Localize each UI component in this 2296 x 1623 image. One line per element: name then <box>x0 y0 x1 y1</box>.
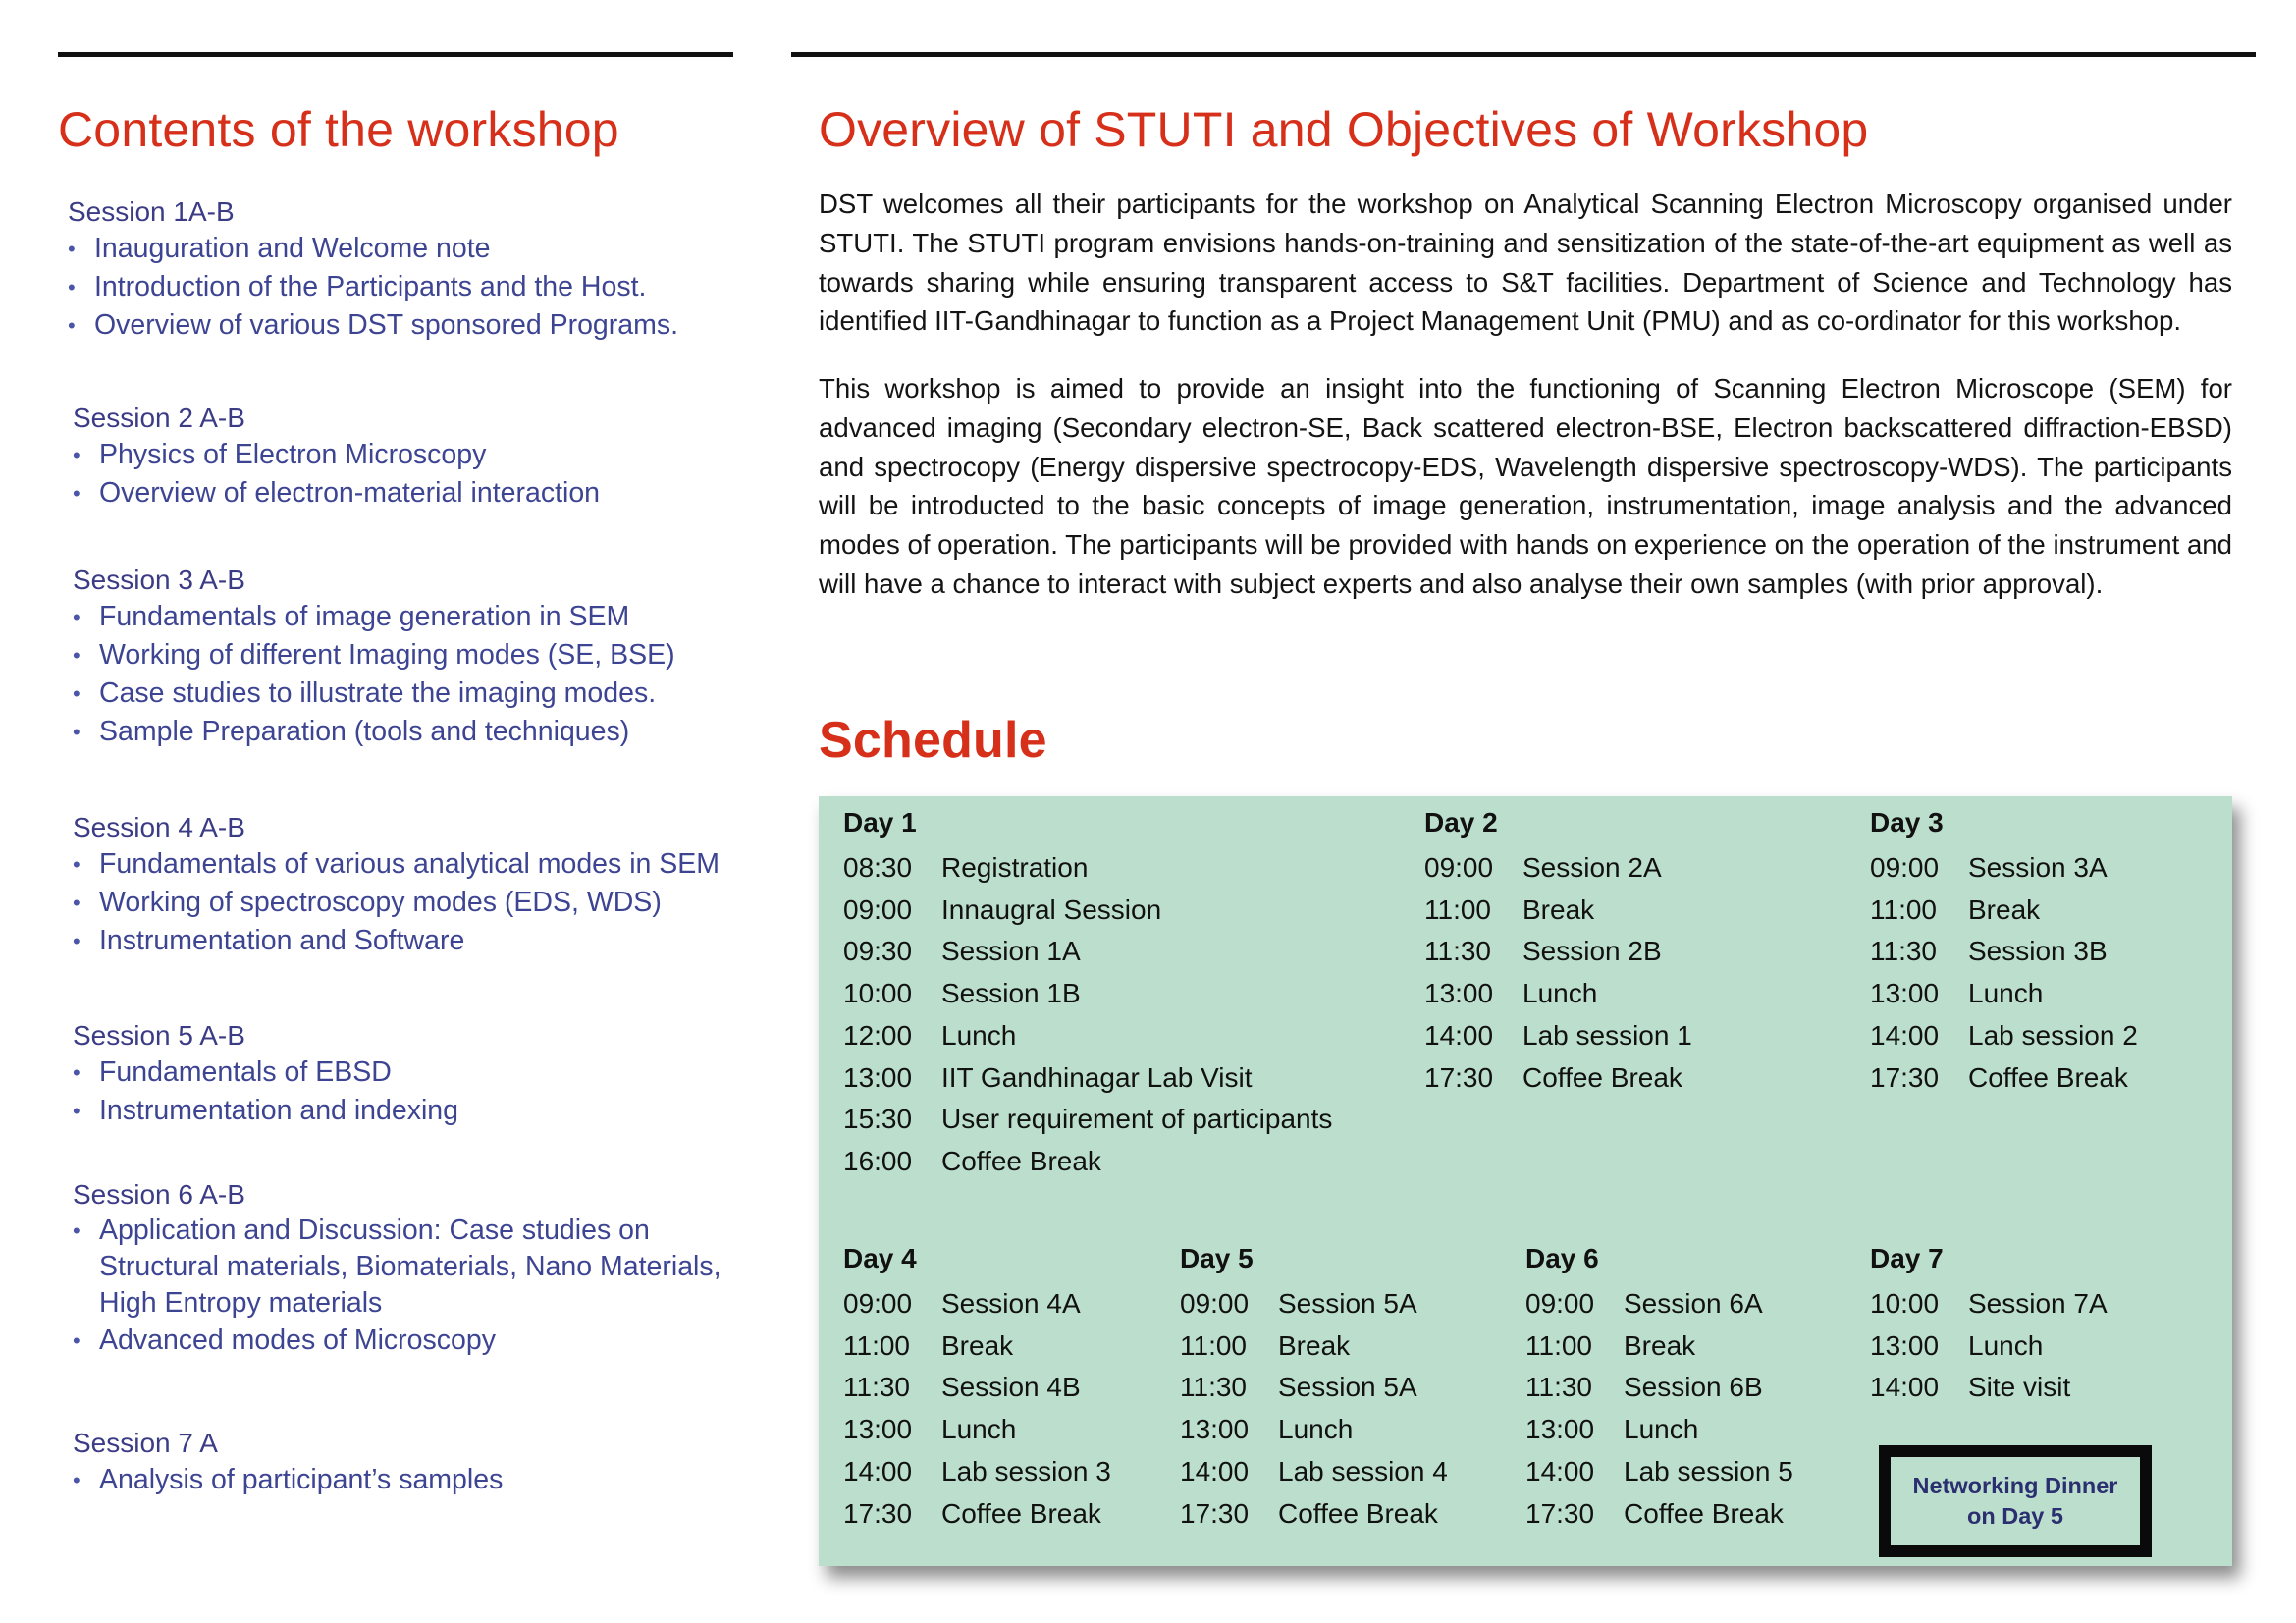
session-item: • Instrumentation and Software <box>73 922 720 960</box>
schedule-activity: Lab session 5 <box>1624 1455 1793 1487</box>
session-block <box>73 1426 503 1499</box>
schedule-row <box>1424 1057 1692 1100</box>
schedule-row <box>1180 1451 1448 1493</box>
schedule-time: 11:00 <box>843 1329 910 1361</box>
schedule-time: 14:00 <box>1424 1019 1494 1051</box>
schedule-activity: Lab session 1 <box>1522 1019 1692 1051</box>
session-block <box>73 401 600 513</box>
schedule-time: 13:00 <box>1180 1414 1250 1445</box>
dinner-note-line: Networking Dinner <box>1912 1473 2118 1498</box>
schedule-row <box>1870 1367 2108 1409</box>
schedule-time: 14:00 <box>1525 1455 1595 1487</box>
session-title: Session 5 A-B <box>73 1020 245 1051</box>
schedule-time: 14:00 <box>1180 1455 1250 1487</box>
schedule-time: 12:00 <box>843 1019 913 1051</box>
session-item-list <box>73 1213 721 1360</box>
session-block <box>73 1018 458 1130</box>
session-item-line: Structural materials, Biomaterials, Nano Materials, <box>99 1251 721 1282</box>
session-item: • Sample Preparation (tools and techniques) <box>73 713 675 751</box>
day-title: Day 5 <box>1180 1243 1254 1273</box>
schedule-activity: Lab session 3 <box>941 1455 1111 1487</box>
schedule-time: 14:00 <box>1870 1019 1940 1051</box>
schedule-row <box>843 1493 1111 1536</box>
day-title: Day 4 <box>843 1243 917 1273</box>
schedule-activity: Session 6B <box>1624 1372 1763 1403</box>
schedule-activity: Break <box>1624 1329 1696 1361</box>
schedule-time: 17:30 <box>1525 1497 1595 1529</box>
right-top-rule <box>791 52 2256 57</box>
schedule-time: 13:00 <box>1870 1329 1940 1361</box>
schedule-activity: Lunch <box>1968 978 2044 1009</box>
schedule-activity: Session 1A <box>941 936 1081 967</box>
schedule-activity: Lunch <box>1968 1329 2044 1361</box>
schedule-time: 09:00 <box>1870 852 1940 883</box>
schedule-time: 17:30 <box>843 1497 913 1529</box>
session-item-line: • Application and Discussion: Case studies on <box>99 1215 650 1246</box>
schedule-time: 17:30 <box>1424 1061 1494 1093</box>
schedule-row <box>843 931 1332 973</box>
session-item-list <box>68 230 678 345</box>
day-title: Day 6 <box>1525 1243 1599 1273</box>
session-title: Session 2 A-B <box>73 403 245 433</box>
schedule-time: 09:00 <box>1424 852 1494 883</box>
schedule-activity: Coffee Break <box>1278 1497 1438 1529</box>
schedule-time: 11:30 <box>1870 936 1937 967</box>
schedule-row <box>1870 1015 2138 1057</box>
schedule-activity: Session 2A <box>1522 852 1662 883</box>
schedule-activity: Break <box>1522 893 1595 925</box>
schedule-activity: Registration <box>941 852 1089 883</box>
session-item: • Fundamentals of image generation in SEM <box>73 598 675 636</box>
schedule-time: 09:00 <box>1525 1288 1595 1319</box>
schedule-time: 10:00 <box>843 978 913 1009</box>
schedule-row <box>1870 890 2138 932</box>
schedule-heading: Schedule <box>819 712 1047 769</box>
schedule-time: 16:00 <box>843 1145 913 1176</box>
schedule-activity: Lab session 2 <box>1968 1019 2138 1051</box>
schedule-activity: IIT Gandhinagar Lab Visit <box>941 1061 1253 1093</box>
schedule-row <box>1525 1493 1793 1536</box>
objectives-paragraph: This workshop is aimed to provide an insight into the functioning of Scanning Electron Microscope (SEM) for advanced imaging (Secondary electron-SE, Back scattered electron-BSE, Electron backscattered diffraction-EBSD) and spectrocopy (Energy dispersive spectrocopy-EDS, Wavelength dispersive spectroscopy-WDS). The participants will be introducted to the basic concepts of image generation, instrumentation, image analysis and the advanced modes of operation. The participants will be provided with hands on experience on the operation of the instrument and will have a chance to interact with subject experts and also analyse their own samples (with prior approval). <box>819 373 2232 599</box>
session-item: • Overview of various DST sponsored Programs. <box>68 306 678 345</box>
schedule-row <box>1424 931 1692 973</box>
schedule-row <box>1870 973 2138 1015</box>
schedule-row <box>843 1099 1332 1141</box>
schedule-time: 17:30 <box>1180 1497 1250 1529</box>
session-item <box>73 1213 721 1322</box>
session-item: • Overview of electron-material interaction <box>73 474 600 513</box>
day-block <box>1870 1239 2108 1409</box>
schedule-time: 11:30 <box>1525 1372 1592 1403</box>
day-block <box>1424 803 1692 1099</box>
session-item: • Analysis of participant’s samples <box>73 1461 503 1499</box>
overview-paragraph: DST welcomes all their participants for the workshop on Analytical Scanning Electron Microscopy organised under STUTI. The STUTI program envisions hands-on-training and sensitization of the state-of-the-art equipment as well as towards sharing while ensuring transparent access to S&T facilities. Department of Science and Technology has identified IIT-Gandhinagar to function as a Project Management Unit (PMU) and as co-ordinator for this workshop. <box>819 189 2232 337</box>
schedule-activity: Coffee Break <box>1968 1061 2128 1093</box>
schedule-time: 11:00 <box>1424 893 1491 925</box>
schedule-row <box>843 1015 1332 1057</box>
session-item-list <box>73 436 600 513</box>
schedule-time: 11:30 <box>1180 1372 1247 1403</box>
schedule-row <box>1180 1325 1448 1368</box>
schedule-time: 13:00 <box>843 1061 913 1093</box>
schedule-panel <box>819 796 2232 1566</box>
schedule-row <box>843 1283 1111 1325</box>
schedule-activity: Session 6A <box>1624 1288 1763 1319</box>
schedule-time: 09:00 <box>843 1288 913 1319</box>
schedule-time: 13:00 <box>1870 978 1940 1009</box>
schedule-activity: Session 7A <box>1968 1288 2108 1319</box>
schedule-activity: Coffee Break <box>941 1145 1101 1176</box>
session-item-line: High Entropy materials <box>99 1287 383 1319</box>
schedule-row <box>843 1141 1332 1183</box>
schedule-time: 13:00 <box>1525 1414 1595 1445</box>
day-block <box>1870 803 2138 1099</box>
day-title: Day 7 <box>1870 1243 1944 1273</box>
schedule-row <box>843 1409 1111 1451</box>
schedule-row <box>843 890 1332 932</box>
schedule-row <box>843 1451 1111 1493</box>
session-item-list <box>73 598 675 751</box>
session-title: Session 4 A-B <box>73 812 245 842</box>
schedule-row <box>1424 890 1692 932</box>
schedule-row <box>1525 1451 1793 1493</box>
schedule-activity: Coffee Break <box>941 1497 1101 1529</box>
schedule-activity: Break <box>941 1329 1014 1361</box>
schedule-activity: Session 2B <box>1522 936 1662 967</box>
session-item: • Inauguration and Welcome note <box>68 230 678 268</box>
day-block <box>843 1239 1111 1535</box>
session-item: • Introduction of the Participants and the Host. <box>68 268 678 306</box>
schedule-time: 11:00 <box>1525 1329 1592 1361</box>
schedule-row <box>843 1367 1111 1409</box>
session-item-list <box>73 1461 503 1499</box>
schedule-activity: Lunch <box>1624 1414 1699 1445</box>
schedule-time: 13:00 <box>1424 978 1494 1009</box>
schedule-row <box>843 1325 1111 1368</box>
schedule-row <box>1870 847 2138 890</box>
session-item: • Fundamentals of EBSD <box>73 1054 458 1092</box>
session-title: Session 3 A-B <box>73 565 245 595</box>
day-title: Day 3 <box>1870 807 1944 838</box>
schedule-row <box>1525 1325 1793 1368</box>
schedule-time: 17:30 <box>1870 1061 1940 1093</box>
schedule-row <box>1870 1057 2138 1100</box>
schedule-row <box>843 1057 1332 1100</box>
session-item: • Working of spectroscopy modes (EDS, WDS) <box>73 884 720 922</box>
schedule-time: 11:00 <box>1870 893 1937 925</box>
session-item: • Case studies to illustrate the imaging modes. <box>73 675 675 713</box>
schedule-activity: Lunch <box>1278 1414 1354 1445</box>
schedule-row <box>1424 847 1692 890</box>
schedule-row <box>843 847 1332 890</box>
schedule-time: 14:00 <box>1870 1372 1940 1403</box>
day-block <box>1525 1239 1793 1535</box>
schedule-time: 09:00 <box>1180 1288 1250 1319</box>
schedule-row <box>1870 1325 2108 1368</box>
session-item: • Instrumentation and indexing <box>73 1092 458 1130</box>
schedule-row <box>1424 1015 1692 1057</box>
session-block <box>73 810 720 960</box>
schedule-activity: Break <box>1278 1329 1351 1361</box>
schedule-activity: Session 4A <box>941 1288 1081 1319</box>
schedule-activity: User requirement of participants <box>941 1104 1333 1135</box>
schedule-time: 15:30 <box>843 1104 913 1135</box>
left-top-rule <box>58 52 733 57</box>
schedule-row <box>1180 1283 1448 1325</box>
session-block <box>68 194 678 345</box>
schedule-time: 11:30 <box>843 1372 910 1403</box>
session-block <box>73 1177 721 1360</box>
schedule-activity: Lunch <box>941 1414 1017 1445</box>
schedule-row <box>1525 1367 1793 1409</box>
schedule-activity: Session 5A <box>1278 1372 1417 1403</box>
session-title: Session 7 A <box>73 1428 218 1458</box>
day-block <box>1180 1239 1448 1535</box>
schedule-time: 11:30 <box>1424 936 1491 967</box>
schedule-activity: Session 5A <box>1278 1288 1417 1319</box>
schedule-row <box>1180 1409 1448 1451</box>
schedule-row <box>1525 1283 1793 1325</box>
day-title: Day 2 <box>1424 807 1498 838</box>
schedule-activity: Site visit <box>1968 1372 2071 1403</box>
schedule-row <box>1424 973 1692 1015</box>
schedule-row <box>1870 1283 2108 1325</box>
session-item: • Advanced modes of Microscopy <box>73 1322 721 1360</box>
overview-heading: Overview of STUTI and Objectives of Workshop <box>819 102 1869 157</box>
contents-heading: Contents of the workshop <box>58 102 619 157</box>
session-item-list <box>73 845 720 960</box>
session-item-list <box>73 1054 458 1130</box>
networking-dinner-note <box>1879 1445 2152 1557</box>
schedule-row <box>1180 1493 1448 1536</box>
schedule-activity: Coffee Break <box>1522 1061 1682 1093</box>
schedule-activity: Break <box>1968 893 2041 925</box>
schedule-row <box>1525 1409 1793 1451</box>
schedule-row <box>1870 931 2138 973</box>
schedule-activity: Session 1B <box>941 978 1081 1009</box>
schedule-row <box>1180 1367 1448 1409</box>
schedule-time: 08:30 <box>843 852 913 883</box>
schedule-activity: Lunch <box>1522 978 1598 1009</box>
schedule-time: 11:00 <box>1180 1329 1247 1361</box>
session-title: Session 6 A-B <box>73 1179 245 1210</box>
schedule-activity: Lunch <box>941 1019 1017 1051</box>
schedule-activity: Session 4B <box>941 1372 1081 1403</box>
session-item: • Working of different Imaging modes (SE, BSE) <box>73 636 675 675</box>
schedule-activity: Session 3B <box>1968 936 2108 967</box>
schedule-time: 10:00 <box>1870 1288 1940 1319</box>
session-item: • Fundamentals of various analytical modes in SEM <box>73 845 720 884</box>
schedule-activity: Coffee Break <box>1624 1497 1784 1529</box>
session-block <box>73 563 675 751</box>
schedule-activity: Innaugral Session <box>941 893 1162 925</box>
schedule-row <box>843 973 1332 1015</box>
dinner-note-line: on Day 5 <box>1967 1503 2063 1529</box>
schedule-activity: Lab session 4 <box>1278 1455 1448 1487</box>
schedule-time: 14:00 <box>843 1455 913 1487</box>
session-item: • Physics of Electron Microscopy <box>73 436 600 474</box>
schedule-time: 13:00 <box>843 1414 913 1445</box>
schedule-activity: Session 3A <box>1968 852 2108 883</box>
schedule-time: 09:30 <box>843 936 913 967</box>
day-title: Day 1 <box>843 807 917 838</box>
schedule-time: 09:00 <box>843 893 913 925</box>
session-title: Session 1A-B <box>68 196 235 227</box>
day-block <box>843 803 1332 1183</box>
